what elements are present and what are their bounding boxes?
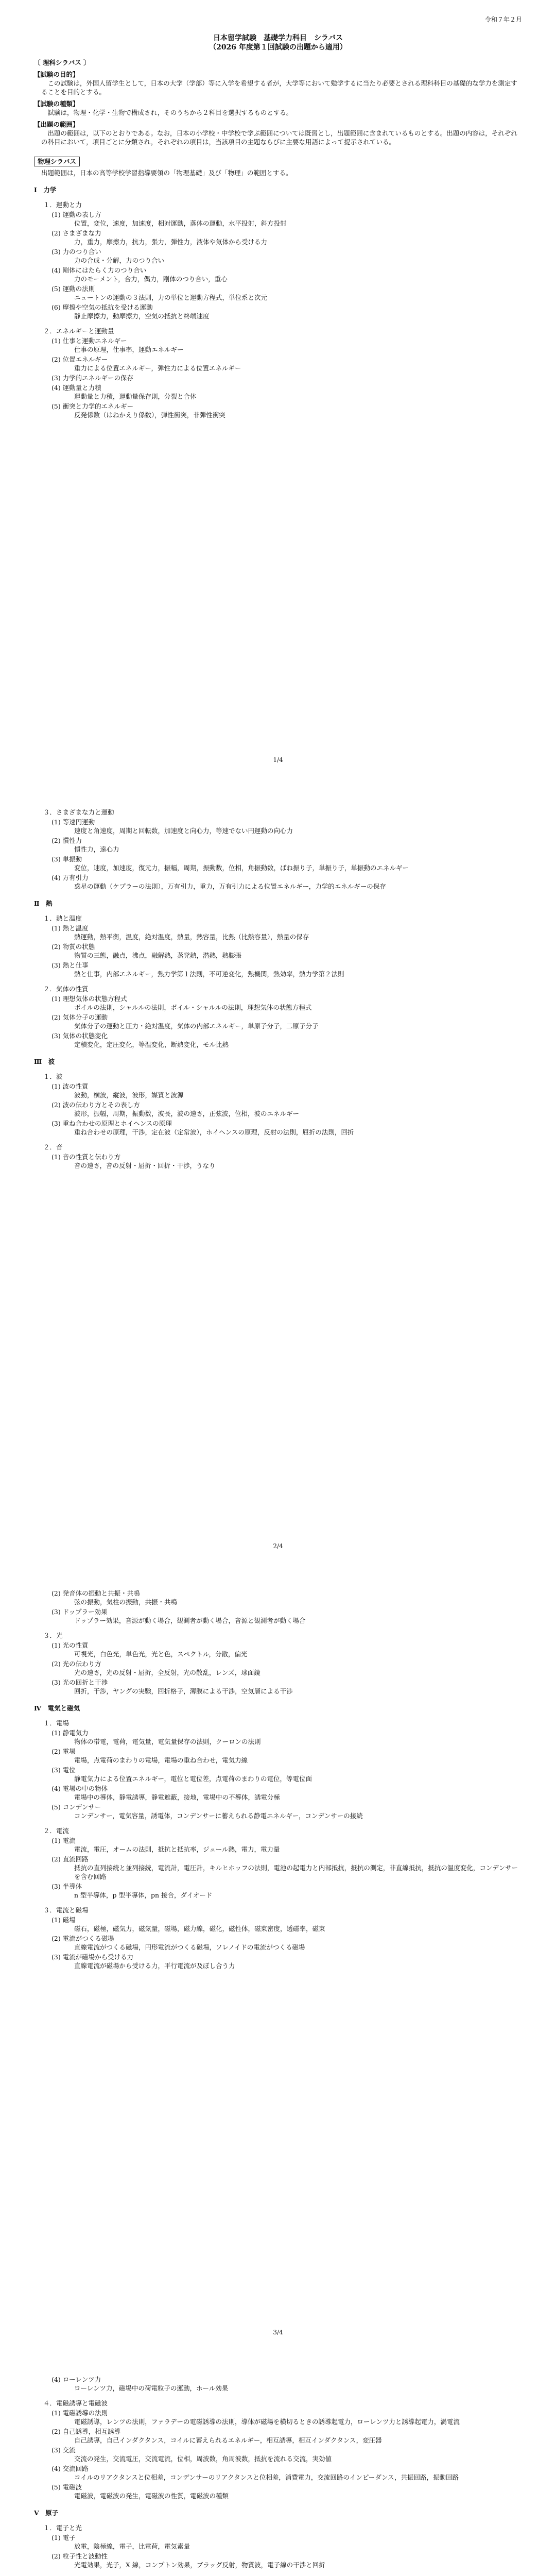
- item-heading: (1) 光の性質: [51, 1641, 89, 1649]
- item-description: 重ね合わせの原理，干渉，定在波（定常波），ホイヘンスの原理，反射の法則，屈折の法則，回折: [74, 1128, 354, 1136]
- item-heading: (1) 熱と温度: [51, 924, 89, 932]
- item-description: 速度と角速度，周期と回転数，加速度と向心力，等速でない円運動の向心力: [74, 827, 293, 835]
- section-heading: ３．電流と磁場: [43, 1906, 89, 1914]
- item-heading: (1) 静電気力: [51, 1729, 89, 1737]
- item-heading: (2) 慣性力: [51, 837, 82, 844]
- item-description: 変位，速度，加速度，復元力，振幅，周期，振動数，位相，角振動数，ばね振り子，単振り子，単振動のエネルギー: [74, 864, 409, 872]
- chapter-mechanics: Ⅰ 力学: [34, 186, 57, 194]
- item-description: 放電，陰極線，電子，比電荷，電気素量: [74, 2543, 190, 2550]
- section-label: 〔 理科シラバス 〕: [34, 59, 90, 66]
- chapter-electricity-magnetism: Ⅳ 電気と磁気: [34, 1704, 80, 1712]
- page-number: 1/4: [273, 756, 283, 764]
- item-heading: (4) ローレンツ力: [51, 2376, 101, 2383]
- item-description: 位置，変位，速度，加速度，相対運動，落体の運動，水平投射，斜方投射: [74, 219, 287, 227]
- item-description: 仕事の原理，仕事率，運動エネルギー: [74, 346, 184, 353]
- item-heading: (1) 運動の表し方: [51, 211, 101, 218]
- page-2: [0, 786, 556, 1572]
- item-heading: (1) 電子: [51, 2534, 76, 2541]
- item-description: ローレンツ力，磁場中の荷電粒子の運動，ホール効果: [74, 2384, 229, 2392]
- item-description: 電磁波，電磁波の発生，電磁波の性質，電磁波の種類: [74, 2492, 229, 2500]
- item-description: 熱と仕事，内部エネルギー，熱力学第１法則，不可逆変化，熱機関，熱効率，熱力学第２法則: [74, 970, 344, 978]
- item-heading: (4) 運動量と力積: [51, 384, 101, 392]
- purpose-heading: 【試験の目的】: [34, 71, 79, 78]
- item-heading: (3) 重ね合わせの原理とホイヘンスの原理: [51, 1120, 172, 1127]
- item-description: 力のモーメント，合力，偶力，剛体のつり合い，重心: [74, 275, 228, 283]
- item-description: 定積変化，定圧変化，等温変化，断熱変化，モル比熱: [74, 1041, 229, 1048]
- subjects-heading: 【試験の種類】: [34, 100, 79, 108]
- item-description: コイルのリアクタンスと位相差，コンデンサーのリアクタンスと位相差，消費電力，交流回路のインピーダンス，共振回路，振動回路: [74, 2473, 459, 2481]
- chapter-waves: Ⅲ 波: [34, 1058, 55, 1065]
- item-heading: (3) 電流が磁場から受ける力: [51, 1953, 134, 1961]
- item-heading: (2) 直流回路: [51, 1855, 89, 1863]
- section-heading: ２．エネルギーと運動量: [43, 327, 114, 335]
- item-heading: (2) さまざまな力: [51, 229, 101, 237]
- item-heading: (1) 理想気体の状態方程式: [51, 995, 127, 1003]
- item-heading: (3) 交流: [51, 2446, 76, 2454]
- item-description: 磁石，磁極，磁気力，磁気量，磁場，磁力線，磁化，磁性体，磁束密度，透磁率，磁束: [74, 1925, 325, 1933]
- item-description: 惑星の運動（ケプラーの法則），万有引力，重力，万有引力による位置エネルギー，力学的エネルギーの保存: [74, 883, 386, 890]
- item-description: 物質の三態，融点，沸点，融解熱，蒸発熱，潜熱，熱膨張: [74, 952, 242, 959]
- chapter-atoms: Ⅴ 原子: [34, 2509, 59, 2517]
- item-description: ドップラー効果，音源が動く場合，観測者が動く場合，音源と観測者が動く場合: [74, 1617, 306, 1624]
- section-heading: １．電場: [43, 1719, 70, 1727]
- item-heading: (2) 自己誘導，相互誘導: [51, 2428, 121, 2435]
- item-description: コンデンサー，電気容量，誘電体，コンデンサーに蓄えられる静電エネルギー，コンデンサーの接続: [74, 1812, 363, 1820]
- item-description: 電場中の導体，静電誘導，静電遮蔽，接地，電場中の不導体，誘電分極: [74, 1793, 281, 1801]
- item-heading: (4) 剛体にはたらく力のつり合い: [51, 266, 147, 274]
- page-1: [0, 0, 556, 786]
- item-description: 物体の帯電，電荷，電気量，電気量保存の法則，クーロンの法則: [74, 1738, 261, 1745]
- item-heading: (1) 磁場: [51, 1916, 76, 1924]
- section-heading: ４．電磁誘導と電磁波: [43, 2399, 108, 2407]
- purpose-text: この試験は，外国人留学生として，日本の大学（学部）等に入学を希望する者が，大学等において勉学するに当たり必要とされる理科科目の基礎的な学力を測定することを目的とする。: [41, 79, 517, 96]
- item-heading: (3) 光の回折と干渉: [51, 1679, 108, 1686]
- item-heading: (5) 電磁波: [51, 2483, 82, 2491]
- item-heading: (2) 物質の状態: [51, 943, 95, 951]
- item-description: n 型半導体，p 型半導体，pn 接合，ダイオード: [74, 1891, 213, 1899]
- item-description: 抵抗の直列接続と並列接続，電流計，電圧計，キルヒホッフの法則，電池の起電力と内部抵抗，抵抗の測定，非直線抵抗，抵抗の温度変化，コンデンサーを含む回路: [74, 1864, 518, 1880]
- item-description: 光の速さ，光の反射・屈折，全反射，光の散乱，レンズ，球面鏡: [74, 1669, 260, 1676]
- item-description: 電流，電圧，オームの法則，抵抗と抵抗率，ジュール熱，電力，電力量: [74, 1845, 280, 1853]
- item-heading: (3) 力学的エネルギーの保存: [51, 374, 134, 382]
- item-description: 光電効果，光子，X 線，コンプトン効果，ブラッグ反射，物質波，電子線の干渉と回折: [74, 2561, 325, 2569]
- item-description: ボイルの法則，シャルルの法則，ボイル・シャルルの法則，理想気体の状態方程式: [74, 1004, 312, 1011]
- section-heading: １．運動と力: [43, 201, 82, 209]
- item-heading: (2) 位置エネルギー: [51, 355, 108, 363]
- item-heading: (1) 電流: [51, 1837, 76, 1844]
- item-description: 慣性力，遠心力: [74, 845, 119, 853]
- item-heading: (1) 波の性質: [51, 1082, 89, 1090]
- item-heading: (3) 力のつり合い: [51, 248, 101, 256]
- document-date: 令和７年２月: [484, 16, 522, 23]
- item-heading: (2) 波の伝わり方とその表し方: [51, 1101, 140, 1109]
- item-description: 直線電流がつくる磁場，円形電流がつくる磁場，ソレノイドの電流がつくる磁場: [74, 1943, 305, 1951]
- item-description: 音の速さ，音の反射・屈折・回折・干渉，うなり: [74, 1162, 216, 1170]
- item-heading: (2) 電場: [51, 1748, 76, 1755]
- section-heading: １．熱と温度: [43, 914, 82, 922]
- scope-heading: 【出題の範囲】: [34, 121, 79, 128]
- item-heading: (3) 気体の状態変化: [51, 1032, 108, 1040]
- section-heading: ２．音: [43, 1143, 63, 1151]
- section-heading: ３．さまざまな力と運動: [43, 808, 114, 816]
- section-heading: １．電子と光: [43, 2524, 82, 2532]
- item-description: 重力による位置エネルギー，弾性力による位置エネルギー: [74, 364, 241, 372]
- item-description: 回折，干渉，ヤングの実験，回折格子，薄膜による干渉，空気層による干渉: [74, 1687, 293, 1695]
- item-description: 可視光，白色光，単色光，光と色，スペクトル，分散，偏光: [74, 1650, 248, 1658]
- item-heading: (1) 音の性質と伝わり方: [51, 1153, 121, 1161]
- item-heading: (1) 仕事と運動エネルギー: [51, 337, 127, 345]
- document-title: 日本留学試験 基礎学力科目 シラバス: [213, 34, 343, 42]
- physics-intro: 出題範囲は，日本の高等学校学習指導要領の「物理基礎」及び「物理」の範囲とする。: [41, 169, 292, 177]
- item-heading: (2) 粒子性と波動性: [51, 2552, 108, 2560]
- item-description: 力，重力，摩擦力，抗力，張力，弾性力，液体や気体から受ける力: [74, 238, 268, 246]
- item-heading: (5) 運動の法則: [51, 285, 95, 293]
- item-heading: (3) 単振動: [51, 855, 82, 863]
- item-heading: (5) コンデンサー: [51, 1803, 101, 1811]
- item-heading: (6) 摩擦や空気の抵抗を受ける運動: [51, 303, 153, 311]
- item-description: 交流の発生，交流電圧，交流電流，位相，周波数，角周波数，抵抗を流れる交流，実効値: [74, 2455, 332, 2463]
- section-heading: ２．気体の性質: [43, 985, 89, 993]
- item-heading: (3) 熱と仕事: [51, 961, 89, 969]
- item-description: 運動量と力積，運動量保存則，分裂と合体: [74, 393, 197, 400]
- item-description: 直線電流が磁場から受ける力，平行電流が及ぼし合う力: [74, 1962, 235, 1970]
- item-description: 電場，点電荷のまわりの電場，電場の重ね合わせ，電気力線: [74, 1756, 248, 1764]
- chapter-heat: Ⅱ 熱: [34, 900, 53, 907]
- item-heading: (5) 衝突と力学的エネルギー: [51, 402, 134, 410]
- item-heading: (4) 電場の中の物体: [51, 1785, 108, 1792]
- item-heading: (1) 等速円運動: [51, 818, 95, 826]
- item-heading: (1) 電磁誘導の法則: [51, 2409, 108, 2417]
- item-heading: (3) 半導体: [51, 1883, 82, 1890]
- item-description: 静止摩擦力，動摩擦力，空気の抵抗と終端速度: [74, 312, 210, 320]
- page-3: [0, 1572, 556, 2359]
- item-description: 気体分子の運動と圧力・絶対温度，気体の内部エネルギー，単原子分子，二原子分子: [74, 1022, 319, 1030]
- section-heading: １．波: [43, 1073, 63, 1080]
- item-description: 熱運動，熱平衡，温度，絶対温度，熱量，熱容量，比熱（比熱容量），熱量の保存: [74, 933, 309, 941]
- page-4: [0, 2359, 556, 2576]
- section-heading: ３．光: [43, 1632, 63, 1639]
- item-heading: (2) 電流がつくる磁場: [51, 1935, 114, 1942]
- item-heading: (3) ドップラー効果: [51, 1608, 108, 1616]
- item-description: 波形，振幅，周期，振動数，波長，波の速さ，正弦波，位相，波のエネルギー: [74, 1110, 300, 1117]
- item-description: 静電気力による位置エネルギー，電位と電位差，点電荷のまわりの電位，等電位面: [74, 1775, 312, 1783]
- item-description: 力の合成・分解，力のつり合い: [74, 257, 165, 264]
- item-heading: (4) 交流回路: [51, 2465, 89, 2472]
- item-description: ニュートンの運動の３法則，力の単位と運動方程式，単位系と次元: [74, 294, 268, 301]
- item-description: 波動，横波，縦波，波形，媒質と波源: [74, 1091, 184, 1099]
- physics-syllabus-heading: 物理シラバス: [34, 157, 80, 166]
- item-heading: (2) 光の伝わり方: [51, 1660, 101, 1668]
- page-number: 2/4: [273, 1543, 283, 1550]
- page-number: 3/4: [273, 2329, 283, 2336]
- document-subtitle: （2026 年度第１回試験の出題から適用）: [209, 43, 347, 52]
- scope-text: 出題の範囲は，以下のとおりである。なお，日本の小学校・中学校で学ぶ範囲については既習とし，出題範囲に含まれているものとする。出題の内容は，それぞれの科目において，項目ごとに分類され，それぞれの項目は，当該項目の主題ならびに主要な用語によって提示されている。: [41, 129, 517, 146]
- item-description: 反発係数（はねかえり係数），弾性衝突，非弾性衝突: [74, 411, 225, 419]
- item-heading: (3) 電位: [51, 1766, 76, 1774]
- item-description: 弦の振動，気柱の振動，共振・共鳴: [74, 1598, 178, 1606]
- item-description: 自己誘導，自己インダクタンス，コイルに蓄えられるエネルギー，相互誘導，相互インダクタンス，変圧器: [74, 2436, 382, 2444]
- item-heading: (4) 万有引力: [51, 874, 89, 882]
- item-heading: (2) 気体分子の運動: [51, 1013, 108, 1021]
- section-heading: ２．電流: [43, 1827, 70, 1835]
- item-heading: (2) 発音体の振動と共振・共鳴: [51, 1589, 140, 1597]
- subjects-text: 試験は，物理・化学・生物で構成され，そのうちから２科目を選択するものとする。: [47, 109, 293, 116]
- item-description: 電磁誘導，レンツの法則，ファラデーの電磁誘導の法則，導体が磁場を横切るときの誘導起電力，ローレンツ力と誘導起電力，渦電流: [74, 2418, 460, 2426]
